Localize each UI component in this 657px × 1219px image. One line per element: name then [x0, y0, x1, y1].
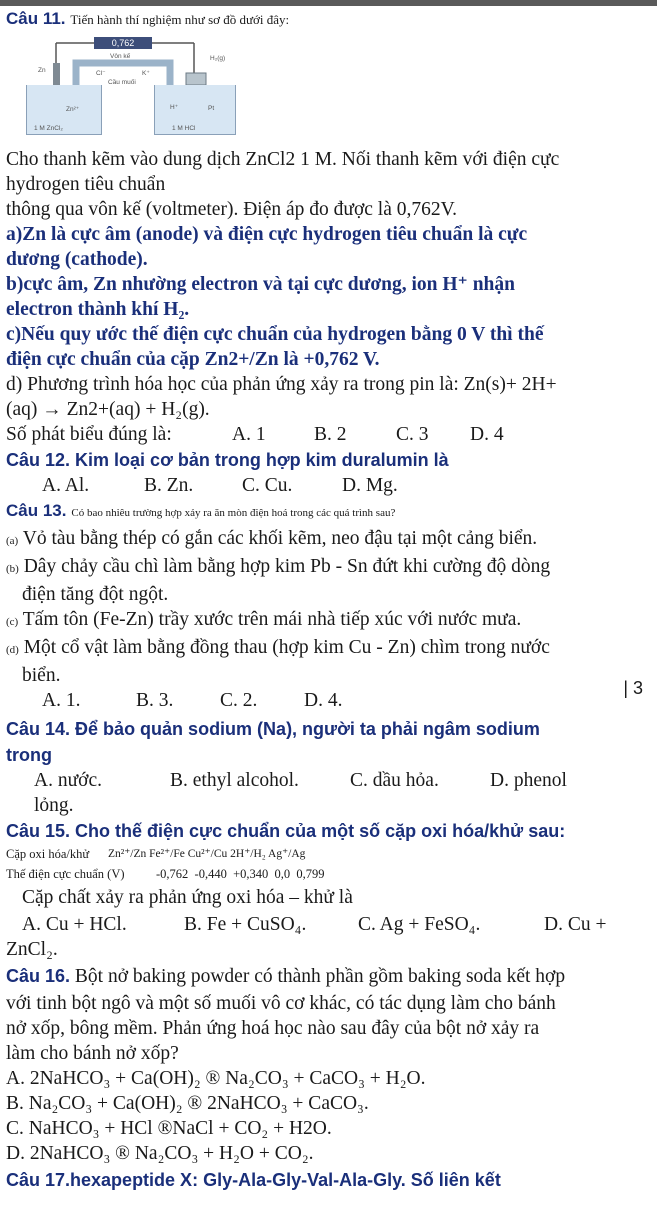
q15-question: Cặp chất xảy ra phản ứng oxi hóa – khử là — [22, 887, 353, 908]
zn2-ion-label: Zn²⁺ — [66, 106, 80, 113]
q13-number: Câu 13. — [6, 501, 67, 520]
q13-item-d-text: Một cổ vật làm bằng đồng thau (hợp kim Cu - Zn) chìm trong nước — [23, 637, 550, 658]
q15-row1-label: Cặp oxi hóa/khử — [6, 847, 90, 861]
q16-line-2: với tinh bột ngô và một số muối vô cơ khác, có tác dụng làm cho bánh — [6, 993, 556, 1014]
q14-option-d[interactable]: D. phenol — [490, 770, 567, 791]
q15-row2-label: Thế điện cực chuẩn (V) — [6, 867, 125, 881]
q13-item-c — [6, 607, 651, 635]
q11-title: Tiến hành thí nghiệm như sơ đồ dưới đây: — [70, 12, 290, 27]
q17-header — [6, 1166, 651, 1194]
q11-body-3: thông qua vôn kế (voltmeter). Điện áp đo được là 0,762V. — [6, 199, 458, 220]
q12-title: Kim loại cơ bản trong hợp kim duralumin là — [75, 450, 449, 470]
q13-item-d-mark: (d) — [6, 644, 19, 656]
q13-item-a — [6, 526, 651, 554]
q11-statement-b-1: b)cực âm, Zn nhường electron và tại cực dương, ion H⁺ nhận — [6, 274, 515, 295]
q15-row2-values: -0,762 -0,440 +0,340 0,0 0,799 — [156, 867, 325, 881]
q14-number: Câu 14. — [6, 719, 71, 739]
q12-option-b[interactable]: B. Zn. — [144, 475, 194, 496]
q13-item-b-text: Dây chảy cầu chì làm bằng hợp kim Pb - Sn đứt khi cường độ dòng — [23, 556, 551, 577]
q11-option-d[interactable]: D. 4 — [470, 424, 504, 445]
q15-title: Cho thế điện cực chuẩn của một số cặp oxi hóa/khử sau: — [75, 821, 566, 841]
q16-option-a[interactable]: A. 2NaHCO₃ + Ca(OH)₂ ® Na₂CO₃ + CaCO₃ + H₂O. — [6, 1068, 426, 1089]
q11-statement-c-1: c)Nếu quy ước thế điện cực chuẩn của hydrogen bằng 0 V thì thế — [6, 324, 544, 345]
top-border — [0, 0, 657, 6]
q11-header — [6, 8, 651, 31]
right-solution-label: 1 M HCl — [172, 125, 196, 132]
q11-option-a[interactable]: A. 1 — [232, 424, 266, 445]
q13-item-d-cont: biển. — [22, 665, 61, 686]
q12-option-a[interactable]: A. Al. — [42, 475, 90, 496]
q16-line-1 — [6, 962, 651, 991]
salt-bridge-label: Cầu muối — [108, 79, 136, 86]
q13-option-a[interactable]: A. 1. — [42, 690, 81, 711]
q12-options — [6, 473, 651, 498]
q12-option-c[interactable]: C. Cu. — [242, 475, 293, 496]
q14-option-d-cont: lỏng. — [34, 795, 74, 816]
q14-header — [6, 715, 651, 743]
q13-item-b-mark: (b) — [6, 563, 19, 575]
q14-title-cont: trong — [6, 745, 52, 765]
q12-header — [6, 447, 651, 473]
document-page — [6, 8, 651, 1194]
h-ion-label: H⁺ — [170, 104, 179, 111]
q13-item-b-cont: điện tăng đột ngột. — [22, 584, 169, 605]
q15-option-a[interactable]: A. Cu + HCl. — [22, 914, 127, 935]
q15-row1-values: Zn²⁺/Zn Fe²⁺/Fe Cu²⁺/Cu 2H⁺/H₂ Ag⁺/Ag — [108, 848, 306, 860]
q13-option-b[interactable]: B. 3. — [136, 690, 174, 711]
q14-option-a[interactable]: A. nước. — [34, 770, 102, 791]
q11-options — [6, 422, 651, 447]
q11-statement-c-2: điện cực chuẩn của cặp Zn2+/Zn là +0,762 V. — [6, 349, 380, 370]
q14-option-b[interactable]: B. ethyl alcohol. — [170, 770, 299, 791]
q11-body-1: Cho thanh kẽm vào dung dịch ZnCl2 1 M. Nối thanh kẽm với điện cực — [6, 149, 560, 170]
voltmeter-label: Vôn kế — [110, 53, 131, 60]
q13-item-c-text: Tấm tôn (Fe-Zn) trầy xước trên mái nhà tiếp xúc với nước mưa. — [22, 609, 522, 630]
q13-item-a-text: Vỏ tàu bằng thép có gắn các khối kẽm, neo đậu tại một cảng biển. — [22, 528, 538, 549]
q11-statement-a-1: a)Zn là cực âm (anode) và điện cực hydrogen tiêu chuẩn là cực — [6, 224, 528, 245]
q16-line-4: làm cho bánh nở xốp? — [6, 1043, 179, 1064]
q17-title: hexapeptide X: Gly-Ala-Gly-Val-Ala-Gly. Số liên kết — [70, 1170, 501, 1190]
q12-option-d[interactable]: D. Mg. — [342, 475, 398, 496]
q11-number: Câu 11. — [6, 9, 66, 28]
q16-option-b[interactable]: B. Na₂CO₃ + Ca(OH)₂ ® 2NaHCO₃ + CaCO₃. — [6, 1093, 369, 1114]
k-ion-label: K⁺ — [142, 70, 150, 77]
left-solution-label: 1 M ZnCl₂ — [34, 125, 63, 132]
q16-text-1: Bột nở baking powder có thành phần gồm baking soda kết hợp — [74, 966, 566, 987]
q15-options — [6, 912, 651, 937]
q17-number: Câu 17. — [6, 1170, 71, 1190]
q16-line-3: nở xốp, bông mềm. Phản ứng hoá học nào sau đây của bột nở xảy ra — [6, 1018, 540, 1039]
q11-option-c[interactable]: C. 3 — [396, 424, 429, 445]
q11-statement-d-1: d) Phương trình hóa học của phản ứng xảy ra trong pin là: Zn(s)+ 2H+ — [6, 374, 557, 395]
pt-label: Pt — [208, 105, 215, 112]
q14-option-c[interactable]: C. dầu hỏa. — [350, 770, 439, 791]
q14-options — [6, 768, 651, 793]
q13-item-a-mark: (a) — [6, 535, 19, 547]
cl-ion-label: Cl⁻ — [96, 70, 106, 77]
q13-option-c[interactable]: C. 2. — [220, 690, 258, 711]
q11-statement-d-2: (aq) → Zn2+(aq) + H₂(g). — [6, 399, 210, 420]
q15-option-c[interactable]: C. Ag + FeSO₄. — [358, 914, 481, 935]
q16-number: Câu 16. — [6, 966, 71, 986]
q13-option-d[interactable]: D. 4. — [304, 690, 343, 711]
q15-option-b[interactable]: B. Fe + CuSO₄. — [184, 914, 307, 935]
q13-options — [6, 678, 651, 713]
q15-table-row-1 — [6, 844, 651, 864]
q15-number: Câu 15. — [6, 821, 71, 841]
page-number: | 3 — [623, 678, 643, 698]
q11-statement-a-2: dương (cathode). — [6, 249, 148, 270]
voltmeter-display: 0,762 — [94, 37, 152, 49]
q12-number: Câu 12. — [6, 450, 71, 470]
q15-header — [6, 818, 651, 844]
q14-title: Để bảo quản sodium (Na), người ta phải ngâm sodium — [75, 719, 540, 739]
q15-option-d-cont: ZnCl₂. — [6, 939, 58, 960]
q15-option-d[interactable]: D. Cu + — [544, 914, 607, 935]
q11-body-2: hydrogen tiêu chuẩn — [6, 174, 166, 195]
q13-title: Có bao nhiêu trường hợp xảy ra ăn mòn điện hoá trong các quá trình sau? — [71, 507, 396, 519]
h2-gas-label: H₂(g) — [210, 55, 226, 62]
q13-item-c-mark: (c) — [6, 616, 19, 628]
q16-option-c[interactable]: C. NaHCO₃ + HCl ®NaCl + CO₂ + H2O. — [6, 1118, 332, 1139]
q15-table-row-2 — [6, 864, 651, 884]
q11-count-label: Số phát biểu đúng là: — [6, 424, 172, 445]
q16-option-d[interactable]: D. 2NaHCO₃ ® Na₂CO₃ + H₂O + CO₂. — [6, 1143, 314, 1164]
q11-statement-b-2: electron thành khí H₂. — [6, 299, 190, 320]
zn-electrode-label: Zn — [38, 67, 46, 74]
h2-inlet — [186, 73, 206, 85]
electrochemical-cell-diagram — [14, 33, 244, 145]
q13-item-d — [6, 635, 651, 663]
q11-option-b[interactable]: B. 2 — [314, 424, 347, 445]
q13-item-b — [6, 554, 651, 582]
q13-header — [6, 498, 651, 526]
